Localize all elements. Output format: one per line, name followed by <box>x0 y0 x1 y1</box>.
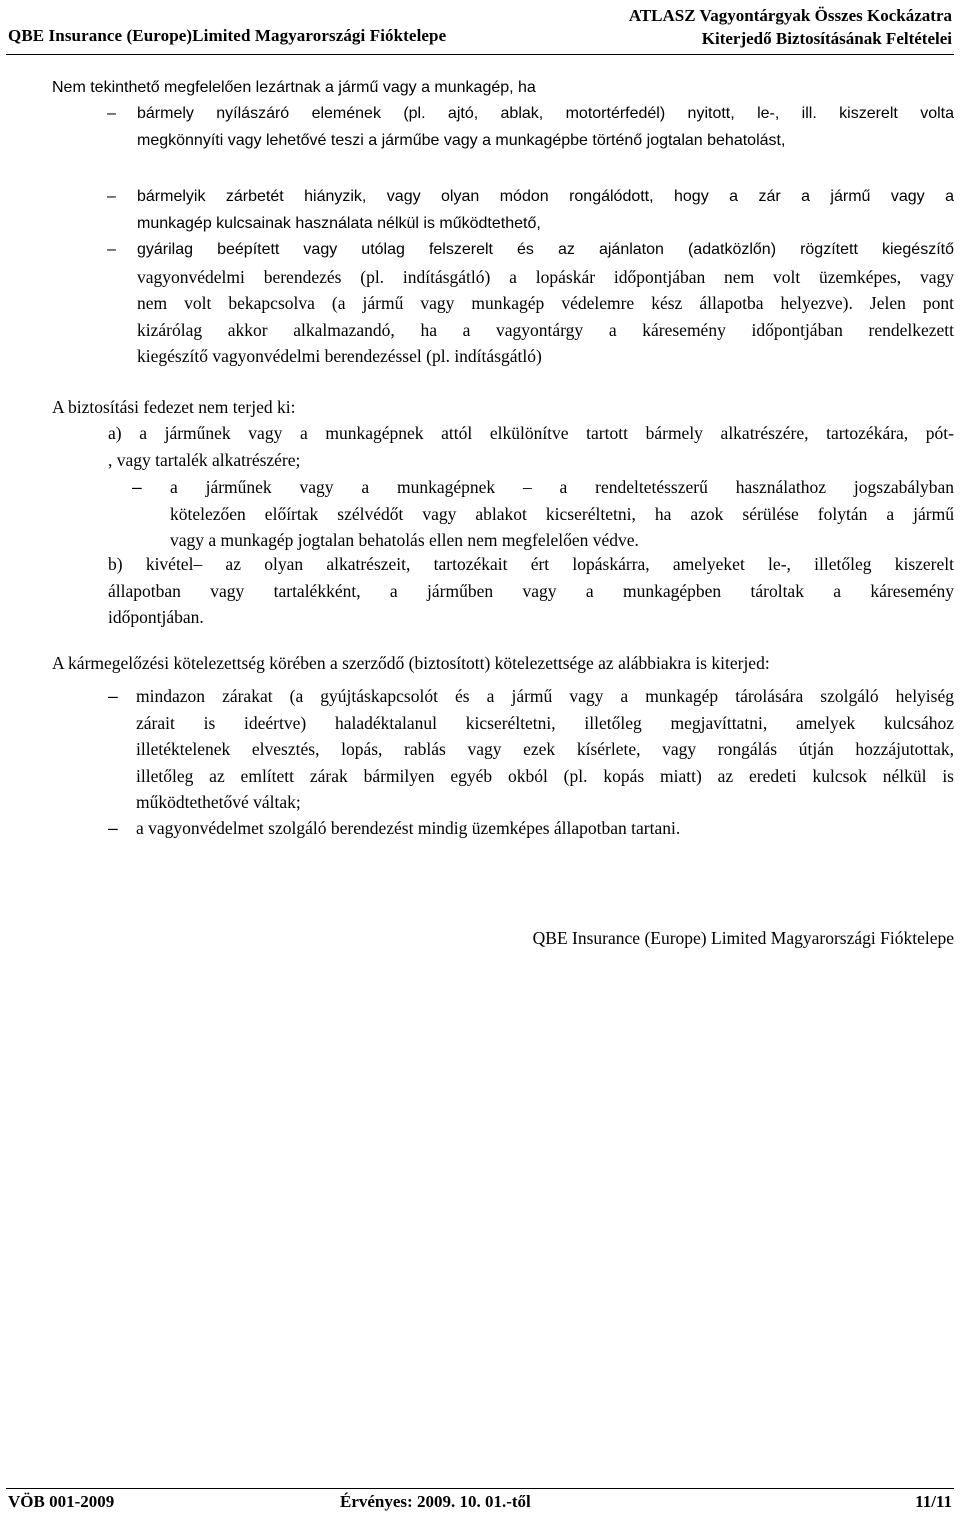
list-item-line: illetőleg az említett zárak bármilyen egyéb okból (pl. kopás miatt) az eredeti kulcsok nélkül is <box>136 765 954 786</box>
signature-company: QBE Insurance (Europe) Limited Magyarországi Fióktelepe <box>532 928 954 948</box>
section1-intro-text: Nem tekinthető megfelelően lezártnak a jármű vagy a munkagép, ha <box>52 79 536 96</box>
list-item-line: megkönnyíti vagy lehetővé teszi a járműbe vagy a munkagépbe történő jogtalan behatolást, <box>137 131 786 149</box>
section2-intro <box>52 394 952 421</box>
header-title-line1: ATLASZ Vagyontárgyak Összes Kockázatra <box>628 6 952 25</box>
list-item-line: kiegészítő vagyonvédelmi berendezéssel (pl. indításgátló) <box>137 346 542 367</box>
header-company-name: QBE Insurance (Europe)Limited Magyarországi Fióktelepe <box>8 26 447 45</box>
list-item-line: munkagép kulcsainak használata nélkül is működtethető, <box>137 214 541 232</box>
dash-bullet: – <box>108 818 118 838</box>
section3-intro-text: A kármegelőzési kötelezettség körében a szerződő (biztosított) kötelezettsége az alábbiakra is kiterjed: <box>52 653 770 673</box>
section2-intro-text: A biztosítási fedezet nem terjed ki: <box>52 397 296 417</box>
section2-item-a <box>108 420 954 473</box>
list-item-line: zárait is ideértve) haladéktalanul kicseréltetni, illetőleg megjavíttatni, amelyek kulcsához <box>136 712 954 733</box>
dash-bullet: – <box>132 477 142 497</box>
footer-page-number: 11/11 <box>915 1492 952 1511</box>
list-item-line: gyárilag beépített vagy utólag felszerelt és az ajánlaton (adatközlőn) rögzített kiegészítő <box>137 241 954 258</box>
dash-bullet: – <box>108 686 118 706</box>
list-item-line: nem volt bekapcsolva (a jármű vagy munkagép védelemre kész állapotba helyezve). Jelen pont <box>137 293 954 314</box>
section1-item-1 <box>107 101 954 154</box>
list-item-line: mindazon zárakat (a gyújtáskapcsolót és a jármű vagy a munkagép tárolására szolgáló helyiség <box>136 686 954 706</box>
list-item-line: bármely nyílászáró elemének (pl. ajtó, ablak, motortérfedél) nyitott, le-, ill. kiszerelt volta <box>137 105 954 122</box>
section3-intro <box>52 650 954 677</box>
dash-bullet: – <box>107 105 116 122</box>
list-item-line: , vagy tartalék alkatrészére; <box>108 449 301 470</box>
footer-document-code: VÖB 001-2009 <box>8 1492 115 1511</box>
section1-item-2 <box>107 184 954 237</box>
dash-bullet: – <box>107 188 116 205</box>
list-item-line: illetéktelenek elvesztés, lopás, rablás vagy ezek kísérlete, vagy rongálás útján hozzájutottak, <box>136 739 954 760</box>
list-item-line: kötelezően előírtak szélvédőt vagy ablakot kicseréltetni, ha azok sérülése folytán a jármű <box>170 503 954 524</box>
dash-bullet: – <box>107 241 116 258</box>
list-item-line: állapotban vagy tartalékként, a járműben vagy a munkagépben tároltak a káresemény <box>108 580 954 601</box>
section2-item-b <box>108 551 954 631</box>
header-title-line2: Kiterjedő Biztosításának Feltételei <box>701 29 952 48</box>
list-item-line: működtethetővé váltak; <box>136 792 301 813</box>
header-document-title <box>629 4 952 50</box>
list-item-line: a vagyonvédelmet szolgáló berendezést mindig üzemképes állapotban tartani. <box>136 818 681 838</box>
section2-subitem <box>132 474 954 554</box>
list-item-line: bármelyik zárbetét hiányzik, vagy olyan módon rongálódott, hogy a zár a jármű vagy a <box>137 188 954 205</box>
list-item-line: vagy a munkagép jogtalan behatolás ellen nem megfelelően védve. <box>170 530 639 551</box>
list-item-line: kizárólag akkor alkalmazandó, ha a vagyontárgy a káresemény időpontjában rendelkezett <box>137 319 954 340</box>
list-item-line: vagyonvédelmi berendezés (pl. indításgátló) a lopáskár időpontjában nem volt üzemképes, vagy <box>137 266 954 287</box>
footer-validity-date: Érvényes: 2009. 10. 01.-től <box>340 1492 531 1511</box>
section3-item-2 <box>108 815 954 842</box>
section3-item-1 <box>108 683 954 816</box>
header-divider <box>6 54 954 55</box>
list-item-line: b) kivétel– az olyan alkatrészeit, tartozékait ért lopáskárra, amelyeket le-, illetőleg kiszerelt <box>108 554 954 574</box>
section1-intro <box>52 75 952 102</box>
section1-item-3 <box>107 237 954 370</box>
list-item-line: időpontjában. <box>108 607 204 628</box>
footer-divider <box>6 1488 954 1489</box>
list-item-line: a járműnek vagy a munkagépnek – a rendeltetésszerű használathoz jogszabályban <box>170 477 954 497</box>
list-item-line: a) a járműnek vagy a munkagépnek attól elkülönítve tartott bármely alkatrészére, tartozékára, pót- <box>108 423 954 443</box>
